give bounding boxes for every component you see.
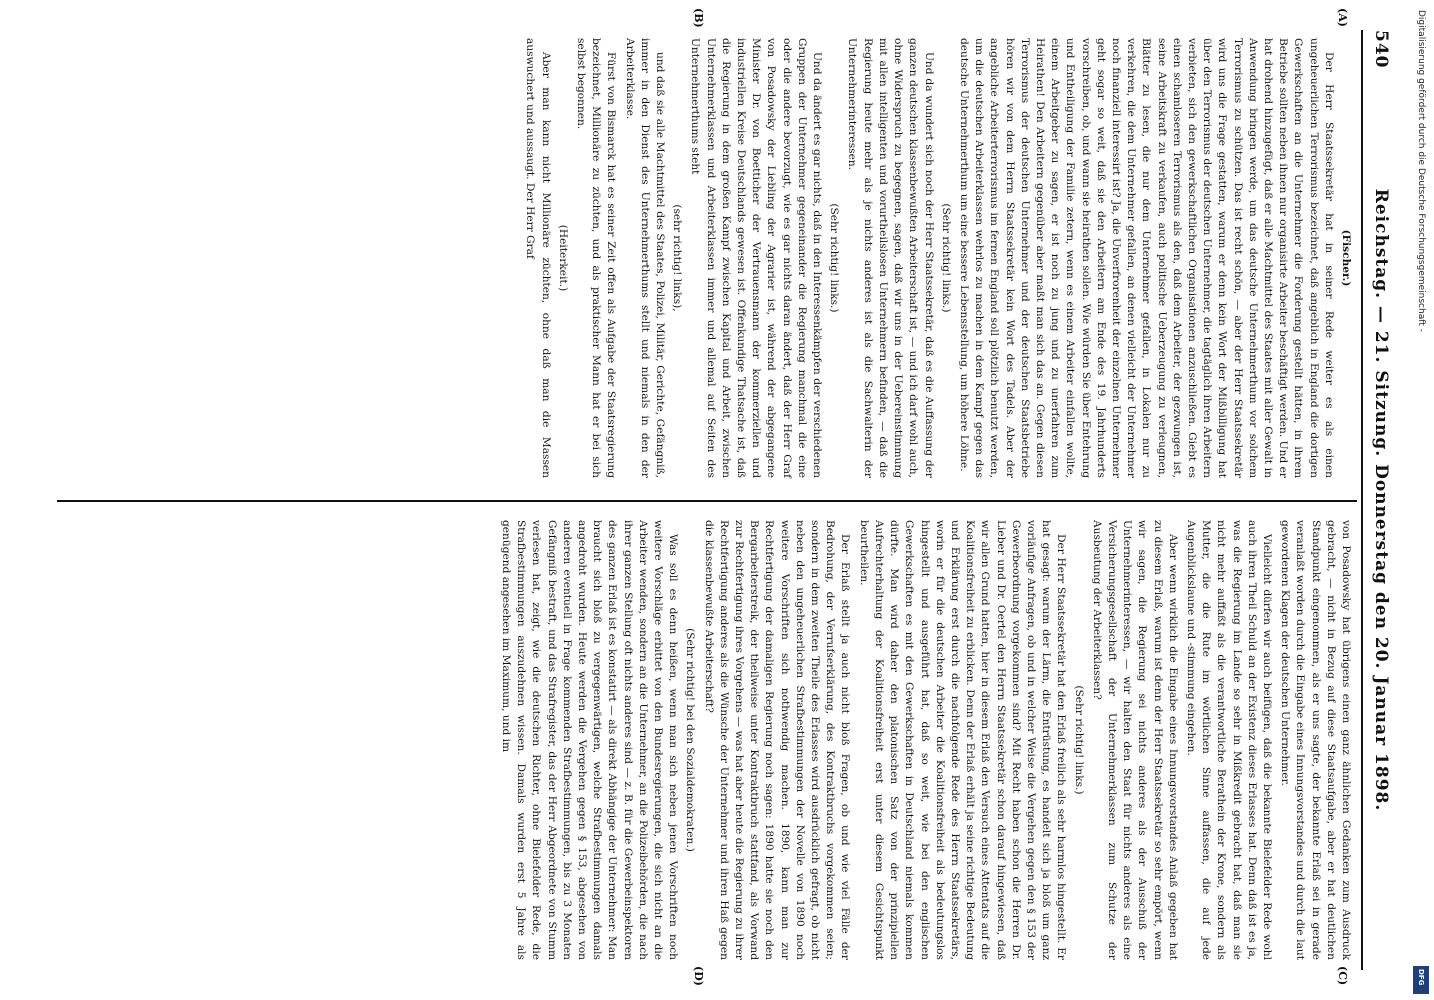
header-rule <box>1361 30 1363 970</box>
paragraph: Fürst von Bismarck hat es seiner Zeit offen als Aufgabe der Staatsregierung bezeichnet, Millionäre zu züchten, und als praktischer Mann hat er bei sich selbst begonnen. <box>575 38 618 478</box>
margin-mark-d: (D) <box>692 966 705 986</box>
page-number: 540 <box>1371 30 1391 69</box>
digitization-credit <box>1412 10 1432 990</box>
paragraph: von Posadowsky hat übrigens einen ganz ähnlichen Gedanken zum Ausdruck gebracht, — nicht in Bezug auf diese Staatsaufgabe, aber er hat deutlichen Standpunkt eingenommen, als er uns sagte, der bekannte Erlaß sei in gerade veranlaßt worden durch die Eingabe eines Innungsvorstandes und durch die laut gewordenen Klagen der deutschen Unternehmer. <box>1279 520 1352 960</box>
header-title: Reichstag. — 21. Sitzung. Donnerstag den 20. Januar 1898. <box>1371 188 1391 812</box>
speaker-name: (Fischer.) <box>1340 229 1352 287</box>
column-divider <box>57 500 1357 502</box>
interjection: (Heiterkeit.) <box>556 224 569 292</box>
credit-text: Digitalisierung gefördert durch die Deutsche Forschungsgemeinschaft - <box>1416 10 1426 332</box>
running-header <box>1365 30 1391 970</box>
interjection: (sehr richtig! links), <box>671 204 684 312</box>
rotated-document-page <box>40 0 1405 1000</box>
interjection: (Sehr richtig! bei den Sozialdemokraten.) <box>684 628 697 852</box>
paragraph: Der Erlaß stellt ja auch nicht bloß Fragen, ob und wie viel Fälle der Bedrohung, der Verrufserklärung, des Kontraktbruchs vorgekommen seien; sondern in dem zweiten Theile des Erlasses wird ausdrücklich gefragt, ob nicht neben den ungeheuerlichen Strafbestimmungen der Novelle von 1890 noch weitere Vorschriften sich nothwendig machen. 1890, kann man zur Rechtfertigung der damaligen Regierung noch sagen: 1890 hatte sie noch den Bergarbeiterstreik, der theilweise unter Kontraktbruch stattfand, als Vorwand zur Rechtfertigung ihres Vorgehens — was hat aber heute die Regierung zu ihrer Rechtfertigung anderes als die Wünsche der Unternehmer und ihren Haß gegen die klassenbewußte Arbeiterschaft? <box>702 520 852 960</box>
margin-mark-a: (A) <box>1336 8 1349 27</box>
interjection: (Sehr richtig! links.) <box>1072 685 1085 795</box>
paragraph: Vielleicht dürfen wir auch beifügen, daß die bekannte Bielefelder Rede wohl auch ihren Theil Schuld an der Existenz dieses Erlasses hat. Denn daß ist es ja, was die Regierung im Lande so sehr in Mißkredit gebracht hat, daß man sie nicht mehr auffaßt als die verantwortliche Berathein der Krone, sondern als Mutter, die die Rute im wörtlichen Sinne auffassen, die auf jede Augenblickslaune und -stimmung eingehen. <box>1184 520 1273 960</box>
dfg-logo-text: DFG <box>1417 969 1425 986</box>
paragraph: Aber man kann nicht Millionäre züchten, ohne daß man die Massen auswuchert und aussaugt. Der Herr Graf <box>524 38 552 478</box>
left-column <box>519 38 1353 478</box>
paragraph: und daß sie alle Machtmittel des Staates, Polizei, Militär, Gerichte, Gefängniß, immer in den Dienst des Unternehmerthums stellt und niemals in den der Arbeiterklasse. <box>623 38 667 478</box>
paragraph: Der Herr Staatssekretär hat in seiner Rede weiter es als einen ungeheuerlichen Terrorismus bezeichnet, daß angeblich in England die dortigen Gewerkschaften an die Unternehmer die Forderung gestellt hätten, in ihrem Betriebe sollten neben ihnen nur organisirte Arbeiter beschäftigt werden. Und er hat drohend hinzugefügt, daß er alle Machtmittel des Staates mit aller Gewalt in Anwendung bringen werde, um das deutsche Unternehmerthum vor solchem Terrorismus zu schützen. Das ist recht schön, — aber der Herr Staatssekretär wird uns die Frage gestatten, warum er denn kein Wort der Mißbilligung hat über den Terrorismus der deutschen Unternehmer, die tagtäglich ihren Arbeitern verbieten, sich den gewerkschaftlichen Organisationen anzuschließen. Giebt es einen schamloseren Terrorismus als den, daß dem Arbeiter, der gezwungen ist, seine Arbeitskraft zu verkaufen, auch politische Ueberzeugung zu verleugnen, Blätter zu lesen, die nur dem Unternehmer gefallen, in Lokalen nur zu verkehren, die dem Unternehmer gefallen, an denen vielleicht der Unternehmer noch finanziell interessirt ist? Ja, die Unverfrorenheit der einzelnen Unternehmer geht sogar so weit, daß sie den Arbeitern am Ende des 19. Jahrhunderts vorschreiben, ob, und wann sie heirathen sollen. Wie würden Sie über Entehrung und Entheiligung der Familie zetern, wenn es einem Arbeiter einfallen wollte, einem Arbeitgeber zu sagen, er ist noch zu jung und zu unerfahren zum Heirathen! Den Arbeitern gegenüber aber maßt man sich das an. Gegen diesen Terrorismus der deutschen Unternehmer und der deutschen Staatsbetriebe hören wir von dem Herrn Staatssekretär kein Wort des Tadels. Aber der angebliche Arbeiterterrorismus im fernen England soll plötzlich benutzt werden, um die deutschen Arbeiterklassen wehrlos zu machen in dem Kampf gegen das deutsche Unternehmerthum um eine bessere Lebensstellung, um höhere Löhne. <box>957 38 1335 478</box>
paragraph: Und da ändert es gar nichts, daß in den Interessenkämpfen der verschiedenen Gruppen der Unternehmer gegeneinander die Regierung manchmal die eine oder die andere bevorzugt, wie es gar nichts daran ändert, daß der Herr Graf von Posadowsky der Liebling der Agrarier ist, während der abgegangene Minister Dr. von Boetticher der Vertrauensmann der kommerziellen und industriellen Kreise Deutschlands gewesen ist. Offenkundige Thatsache ist, daß die Regierung in dem großen Kampf zwischen Kapital und Arbeit, zwischen Unternehmerklassen und Arbeiterklassen immer und allemal auf Seiten des Unternehmerthums steht <box>689 38 824 478</box>
paragraph: Und da wundert sich noch der Herr Staatssekretär, daß es die Auffassung der ganzen deutschen klassenbewußten Arbeiterschaft ist, — und ich darf wohl auch, ohne Widerspruch zu begegnen, sagen, daß wir uns in der Uebereinstimmung mit allen intelligenten und vorurtheilslosen Unternehmern befinden, — daß die Regierung heute mehr als je nichts anderes ist als die Sachwalterin der Unternehmerinteressen. <box>846 38 935 478</box>
paragraph: Aber wenn wirklich die Eingabe eines Innungsvorstandes Anlaß gegeben hat zu diesem Erlaß, warum ist denn der Herr Staatssekretär so sehr empört, wenn wir sagen, die Regierung sei nichts anderes als der Ausschuß der Unternehmerinteressen, — wir halten den Staat für nichts anderes als eine Versicherungsgesellschaft der Unternehmerklassen zum Schutze der Ausbeutung der Arbeiterklassen? <box>1090 520 1179 960</box>
margin-mark-c: (C) <box>1336 966 1349 986</box>
right-column <box>495 520 1353 960</box>
interjection: (Sehr richtig! links.) <box>828 203 841 313</box>
paragraph: Was soll es denn heißen, wenn man sich neben jenen Vorschriften noch weitere Vorschläge erbittet von den Bundesregierungen, die sich nicht an die Arbeiter wenden, sondern an die Unternehmer, an die Polizeibehörden, die nach ihrer ganzen Stellung oft nichts anderes sind — z. B. für die Gewerbeinspektoren des ganzen Erlaß ist es konstatirt — als direkt Abhängige der Unternehmer: Man braucht sich bloß zu vergegenwärtigen, welche Strafbestimmungen damals angedroht wurden. Heute werden die Vergehen gegen § 153, abgesehen von anderen eventuell in Frage kommenden Strafbestimmungen, bis zu 3 Monaten Gefängniß bestraft, und das Strafregister, das der Herr Abgeordnete von Stumm verlesen hat, zeigt, wie die deutschen Richter, ohne Bielefelder Rede, die Strafbestimmungen auszudehnen wissen. Damals wurden erst 5 Jahre als genügend angesehen im Maximum, und im <box>500 520 680 960</box>
paragraph: Der Herr Staatssekretär hat den Erlaß freilich als sehr harmlos hingestellt. Er hat gesagt: warum der Lärm, die Entrüstung, es handelt sich ja bloß um ganz vorläufige Anfragen, ob und in welcher Weise die Vergehen gegen den § 153 der Gewerbeordnung vorgekommen sind? Mit Recht haben schon die Herren Dr. Lieber und Dr. Oertel den Herrn Staatssekretär schon darauf hingewiesen, daß wir allen Grund hatten, hier in diesem Erlaß den Versuch eines Attentats auf die Koalitionsfreiheit zu erblicken. Denn der Erlaß erhält ja seine richtige Bedeutung und Erklärung erst durch die nachfolgende Rede des Herrn Staatssekretärs, worin er für die deutschen Arbeiter die Koalitionsfreiheit als bedeutungslos hingestellt und ausgeführt hat, daß so weit, wie bei den englischen Gewerkschaften es mit den Gewerkschaften in Deutschland niemals kommen dürfte. Man wird daher den platonischen Satz von der prinzipiellen Aufrechterhaltung der Koalitionsfreiheit erst unter diesem Gesichtspunkt beurtheilen. <box>857 520 1068 960</box>
dfg-logo <box>1413 966 1429 994</box>
margin-mark-b: (B) <box>692 8 705 28</box>
interjection: (Sehr richtig! links.) <box>939 203 952 313</box>
